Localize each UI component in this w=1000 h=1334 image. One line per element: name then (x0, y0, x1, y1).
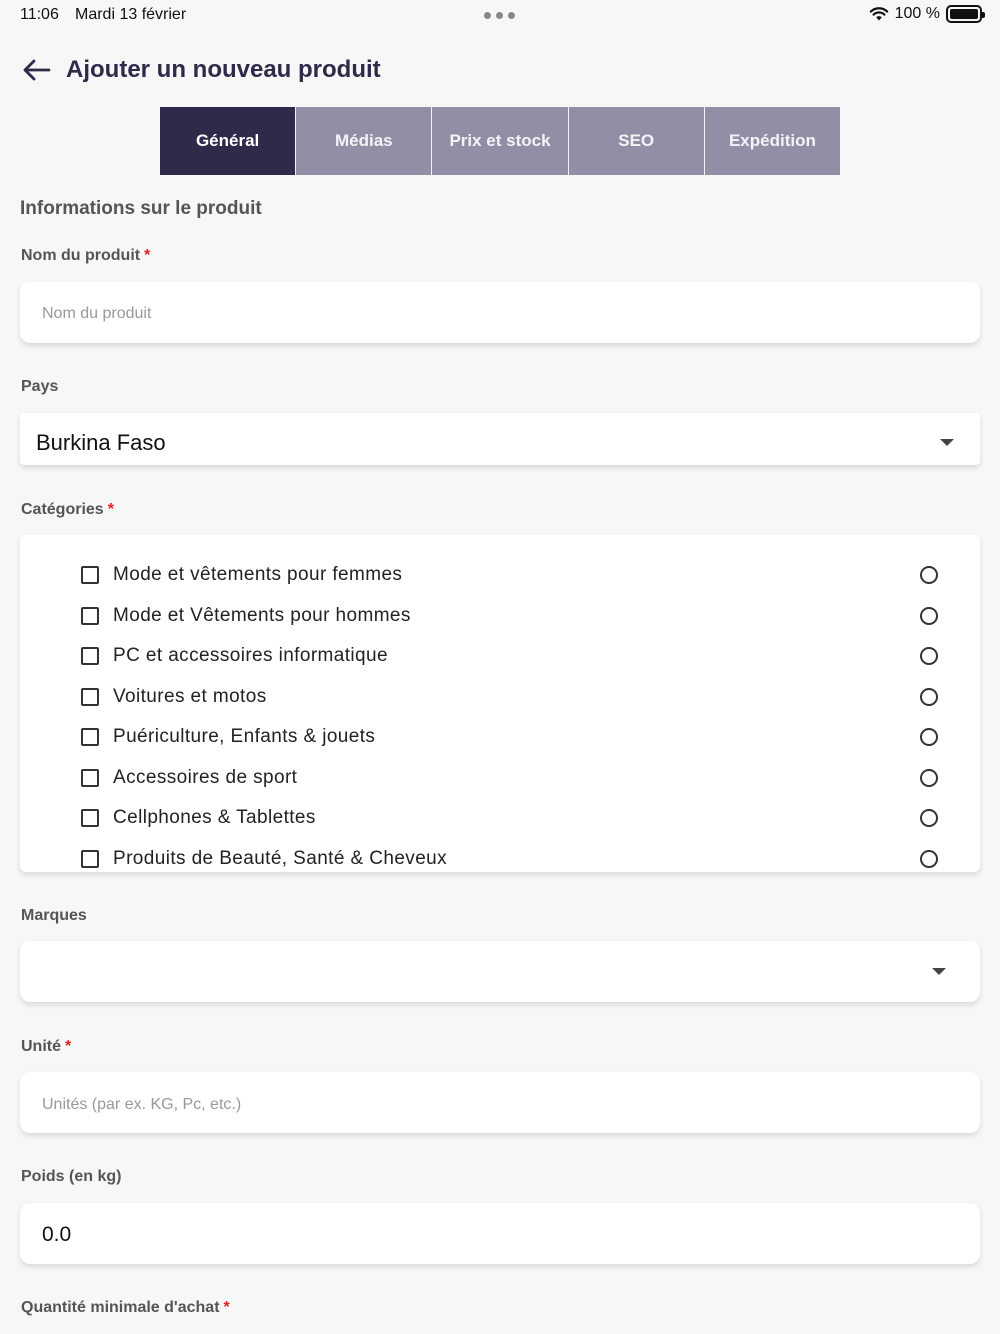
min-qty-label (21, 1299, 230, 1317)
category-radio[interactable] (920, 850, 938, 868)
category-checkbox[interactable] (81, 728, 99, 746)
status-bar (0, 0, 1000, 32)
tab-shipping[interactable]: Expédition (705, 107, 840, 175)
category-radio[interactable] (920, 728, 938, 746)
status-indicators (869, 5, 982, 23)
brands-select[interactable] (20, 941, 980, 1002)
category-checkbox[interactable] (81, 647, 99, 665)
battery-percent: 100 % (894, 5, 940, 22)
weight-input[interactable] (20, 1203, 980, 1264)
category-radio[interactable] (920, 607, 938, 625)
category-radio[interactable] (920, 647, 938, 665)
tab-price-stock[interactable]: Prix et stock (432, 107, 568, 175)
category-radio[interactable] (920, 769, 938, 787)
status-time: 11:06 (20, 6, 59, 23)
category-label: PC et accessoires informatique (113, 645, 388, 666)
battery-icon (946, 5, 982, 23)
list-item[interactable] (20, 636, 980, 676)
multitasking-dots-icon[interactable] (484, 12, 515, 19)
category-checkbox[interactable] (81, 566, 99, 584)
required-marker: * (65, 1038, 72, 1055)
category-label: Mode et Vêtements pour hommes (113, 605, 411, 626)
country-label: Pays (21, 378, 59, 395)
tab-bar (160, 107, 840, 175)
country-select[interactable] (20, 413, 980, 465)
category-checkbox[interactable] (81, 607, 99, 625)
category-radio[interactable] (920, 566, 938, 584)
category-label: Cellphones & Tablettes (113, 807, 316, 828)
category-label: Puériculture, Enfants & jouets (113, 726, 376, 747)
list-item[interactable] (20, 677, 980, 717)
unit-input[interactable] (20, 1072, 980, 1133)
category-checkbox[interactable] (81, 809, 99, 827)
category-checkbox[interactable] (81, 688, 99, 706)
category-label: Mode et vêtements pour femmes (113, 564, 403, 585)
unit-label (21, 1038, 71, 1056)
arrow-left-icon[interactable] (20, 54, 52, 86)
weight-value: 0.0 (42, 1223, 72, 1246)
categories-list[interactable] (20, 535, 980, 872)
required-marker: * (144, 247, 151, 264)
category-label: Produits de Beauté, Santé & Cheveux (113, 848, 448, 869)
product-name-label (21, 247, 150, 265)
wifi-icon (869, 6, 889, 22)
list-item[interactable] (20, 839, 980, 872)
product-name-input[interactable] (20, 282, 980, 343)
chevron-down-icon (940, 439, 954, 446)
page-title: Ajouter un nouveau produit (66, 56, 381, 83)
brands-label: Marques (21, 907, 87, 924)
status-date: Mardi 13 février (75, 6, 187, 23)
category-radio[interactable] (920, 688, 938, 706)
tab-general[interactable]: Général (160, 107, 296, 175)
tab-seo[interactable]: SEO (569, 107, 705, 175)
categories-label (21, 501, 114, 519)
section-title: Informations sur le produit (20, 198, 262, 219)
list-item[interactable] (20, 758, 980, 798)
list-item[interactable] (20, 596, 980, 636)
tab-medias[interactable]: Médias (296, 107, 432, 175)
list-item[interactable] (20, 717, 980, 757)
product-name-placeholder: Nom du produit (42, 305, 152, 322)
categories-label-text: Catégories (21, 501, 104, 518)
weight-label: Poids (en kg) (21, 1168, 122, 1185)
category-label: Accessoires de sport (113, 767, 298, 788)
required-marker: * (223, 1299, 230, 1316)
category-checkbox[interactable] (81, 850, 99, 868)
min-qty-label-text: Quantité minimale d'achat (21, 1299, 220, 1316)
category-radio[interactable] (920, 809, 938, 827)
page-header (20, 52, 381, 88)
country-value: Burkina Faso (36, 430, 166, 455)
required-marker: * (107, 501, 114, 518)
unit-placeholder: Unités (par ex. KG, Pc, etc.) (42, 1096, 242, 1113)
list-item[interactable] (20, 555, 980, 595)
chevron-down-icon (932, 968, 946, 975)
list-item[interactable] (20, 798, 980, 838)
category-checkbox[interactable] (81, 769, 99, 787)
product-name-label-text: Nom du produit (21, 247, 141, 264)
category-label: Voitures et motos (113, 686, 267, 707)
unit-label-text: Unité (21, 1038, 61, 1055)
